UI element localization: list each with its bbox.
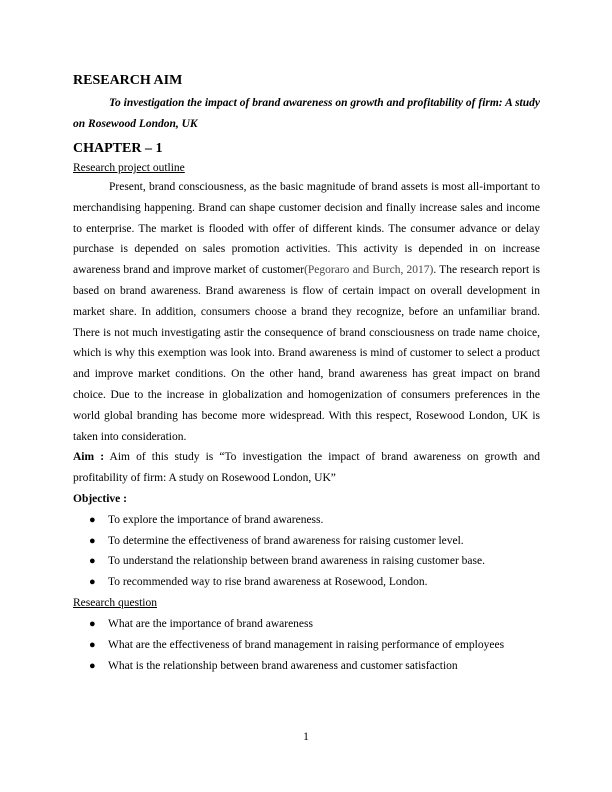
bullet-icon: ● <box>89 659 96 672</box>
list-item <box>73 614 540 635</box>
research-aim-heading: RESEARCH AIM <box>73 73 183 88</box>
aim-label: Aim : <box>73 451 105 464</box>
aim-paragraph <box>73 447 540 489</box>
objective-text: To determine the effectiveness of brand awareness for raising customer level. <box>108 534 464 547</box>
list-item <box>73 531 540 552</box>
bullet-icon: ● <box>89 513 96 526</box>
document-page <box>73 72 540 676</box>
outline-text-2: . The research report is based on brand awareness. Brand awareness is flow of certain impact on overall development in market share. In addition, consumers choose a brand they recognize, before an unfamiliar brand. There is not much investigating astir the consequence of brand consciousness on trade name choice, which is why this exemption was look into. Brand awareness is mind of customer to select a product and improve market conditions. On the other hand, brand awareness has great impact on brand choice. Due to the increase in globalization and homogenization of consumers preferences in the world global branding has become more widespread. With this respect, Rosewood London, UK is taken into consideration. <box>73 264 541 443</box>
bullet-icon: ● <box>89 576 96 589</box>
question-text: What are the effectiveness of brand management in raising performance of employees <box>108 638 505 651</box>
list-item <box>73 510 540 531</box>
bullet-icon: ● <box>89 555 96 568</box>
outline-paragraph <box>73 177 540 447</box>
aim-text: Aim of this study is “To investigation the impact of brand awareness on growth and profitability of firm: A study on Rosewood London, UK” <box>73 451 540 485</box>
question-text: What is the relationship between brand awareness and customer satisfaction <box>108 659 458 672</box>
question-text: What are the importance of brand awareness <box>108 617 313 630</box>
citation: (Pegoraro and Burch, 2017) <box>304 264 434 277</box>
objective-heading: Objective : <box>73 492 127 505</box>
list-item <box>73 656 540 677</box>
list-item <box>73 572 540 593</box>
question-list <box>73 614 540 676</box>
objective-text: To recommended way to rise brand awareness at Rosewood, London. <box>108 576 428 589</box>
research-title: To investigation the impact of brand awareness on growth and profitability of firm: A study on Rosewood London, UK <box>73 97 540 130</box>
bullet-icon: ● <box>89 638 96 651</box>
objective-text: To understand the relationship between brand awareness in raising customer base. <box>108 555 485 568</box>
bullet-icon: ● <box>89 617 96 630</box>
research-question-heading: Research question <box>73 596 157 609</box>
list-item <box>73 635 540 656</box>
bullet-icon: ● <box>89 534 96 547</box>
page-number: 1 <box>303 731 309 743</box>
outline-text-1: Present, brand consciousness, as the basic magnitude of brand assets is most all-important to merchandising happening. Brand can shape customer decision and finally increase sales and income to enterprise. The market is flooded with offer of different kinds. The consumer advance or delay purchase is depended on sales promotion activities. This activity is depended in on increase awareness brand and improve market of customer <box>73 181 540 277</box>
objective-list <box>73 510 540 593</box>
chapter-heading: CHAPTER – 1 <box>73 141 163 156</box>
list-item <box>73 551 540 572</box>
objective-text: To explore the importance of brand awareness. <box>108 513 324 526</box>
outline-heading: Research project outline <box>73 162 185 174</box>
